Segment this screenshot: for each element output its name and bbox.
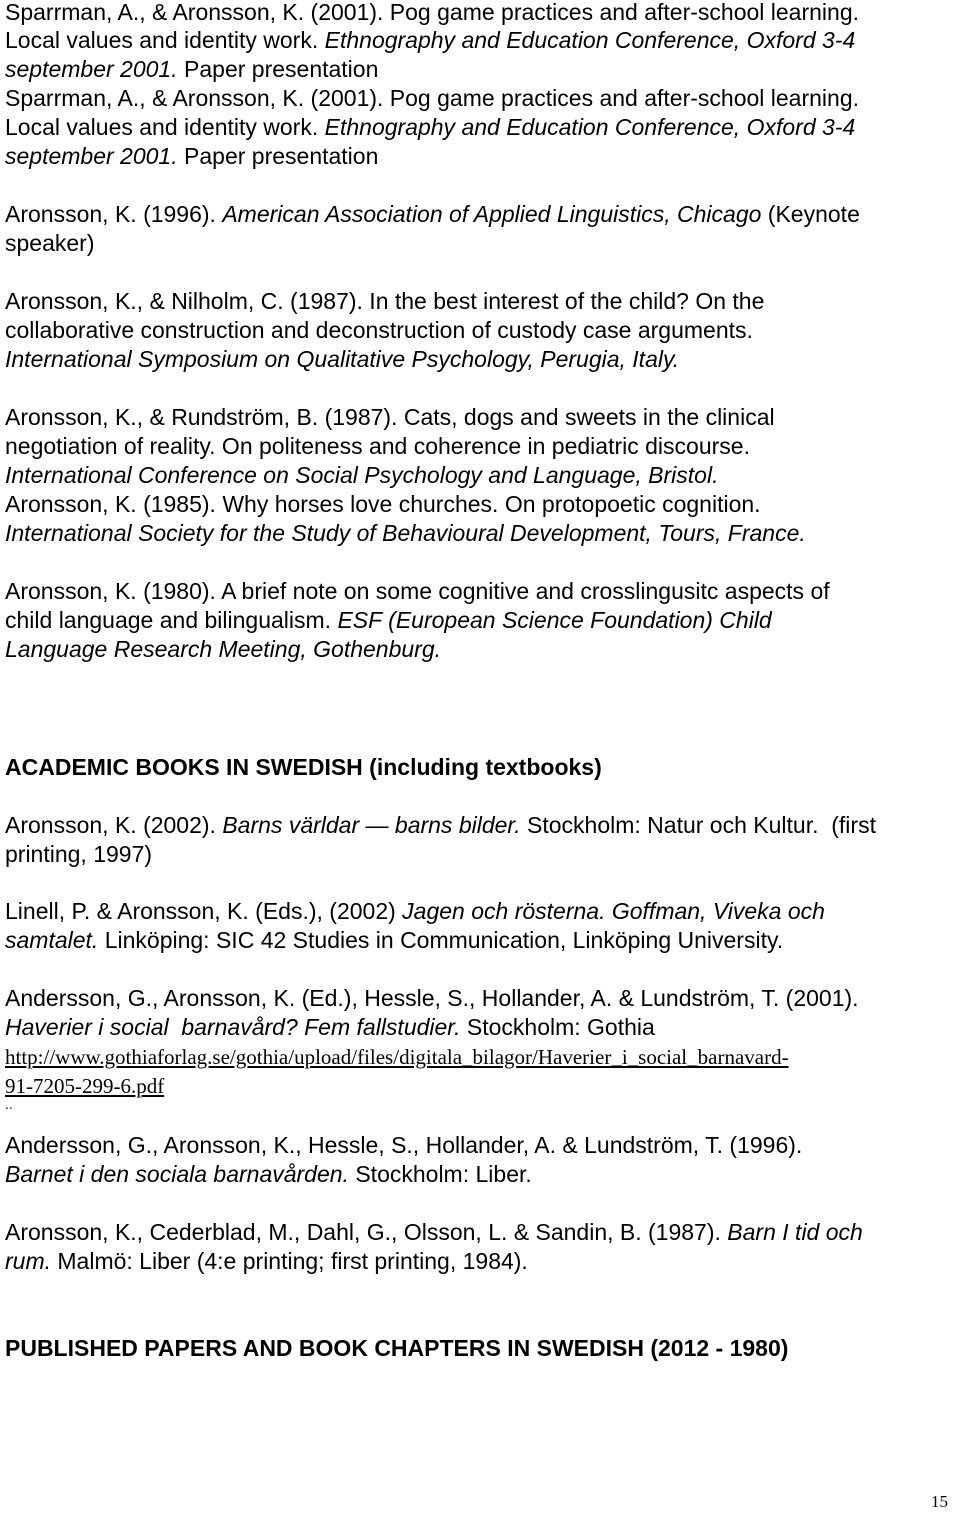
reference-line: Andersson, G., Aronsson, K. (Ed.), Hessle, S., Hollander, A. & Lundström, T. (2001). [5, 985, 859, 1011]
reference-line: Aronsson, K., Cederblad, M., Dahl, G., Olsson, L. & Sandin, B. (1987). Barn I tid och [5, 1219, 863, 1245]
section-heading: ACADEMIC BOOKS IN SWEDISH (including textbooks) [5, 754, 602, 780]
reference-line: Aronsson, K. (2002). Barns världar — barns bilder. Stockholm: Natur och Kultur. (first [5, 812, 876, 838]
reference-line: Language Research Meeting, Gothenburg. [5, 636, 442, 662]
reference-line: speaker) [5, 230, 95, 256]
reference-line: collaborative construction and deconstruction of custody case arguments. [5, 317, 753, 343]
reference-line: Andersson, G., Aronsson, K., Hessle, S., Hollander, A. & Lundström, T. (1996). [5, 1132, 803, 1158]
reference-line: Sparrman, A., & Aronsson, K. (2001). Pog game practices and after-school learning. [5, 0, 860, 25]
reference-line: Haverier i social barnavård? Fem fallstudier. Stockholm: Gothia [5, 1014, 655, 1040]
reference-line: negotiation of reality. On politeness and coherence in pediatric discourse. [5, 433, 750, 459]
reference-line: Local values and identity work. Ethnography and Education Conference, Oxford 3-4 [5, 27, 856, 53]
gothia-link-continued[interactable]: 91-7205-299-6.pdf [5, 1074, 165, 1098]
reference-line: Barnet i den sociala barnavården. Stockholm: Liber. [5, 1161, 532, 1187]
reference-line: samtalet. Linköping: SIC 42 Studies in Communication, Linköping University. [5, 927, 784, 953]
reference-line: International Conference on Social Psychology and Language, Bristol. [5, 462, 719, 488]
reference-line: Sparrman, A., & Aronsson, K. (2001). Pog game practices and after-school learning. [5, 85, 860, 111]
reference-line: Local values and identity work. Ethnography and Education Conference, Oxford 3-4 [5, 114, 856, 140]
reference-line: child language and bilingualism. ESF (European Science Foundation) Child [5, 607, 772, 633]
section-heading: PUBLISHED PAPERS AND BOOK CHAPTERS IN SWEDISH (2012 - 1980) [5, 1335, 789, 1361]
page-number: 15 [931, 1492, 948, 1511]
reference-line: Aronsson, K. (1996). American Association of Applied Linguistics, Chicago (Keynote [5, 201, 860, 227]
reference-line: Aronsson, K., & Nilholm, C. (1987). In the best interest of the child? On the [5, 288, 765, 314]
reference-line: Linell, P. & Aronsson, K. (Eds.), (2002) Jagen och rösterna. Goffman, Viveka och [5, 898, 825, 924]
reference-line: Aronsson, K. (1985). Why horses love churches. On protopoetic cognition. [5, 491, 761, 517]
reference-line: rum. Malmö: Liber (4:e printing; first printing, 1984). [5, 1248, 528, 1274]
reference-line: printing, 1997) [5, 841, 153, 867]
reference-line: International Symposium on Qualitative Psychology, Perugia, Italy. [5, 346, 680, 372]
reference-line: Aronsson, K., & Rundström, B. (1987). Cats, dogs and sweets in the clinical [5, 404, 775, 430]
reference-line: september 2001. Paper presentation [5, 143, 379, 169]
reference-line: International Society for the Study of Behavioural Development, Tours, France. [5, 520, 806, 546]
stray-marks: .. [5, 1096, 13, 1112]
reference-line: Aronsson, K. (1980). A brief note on some cognitive and crosslingusitc aspects of [5, 578, 830, 604]
reference-line: september 2001. Paper presentation [5, 56, 379, 82]
gothia-link[interactable]: http://www.gothiaforlag.se/gothia/upload/files/digitala_bilagor/Haverier_i_social_barnavard- [5, 1045, 789, 1069]
